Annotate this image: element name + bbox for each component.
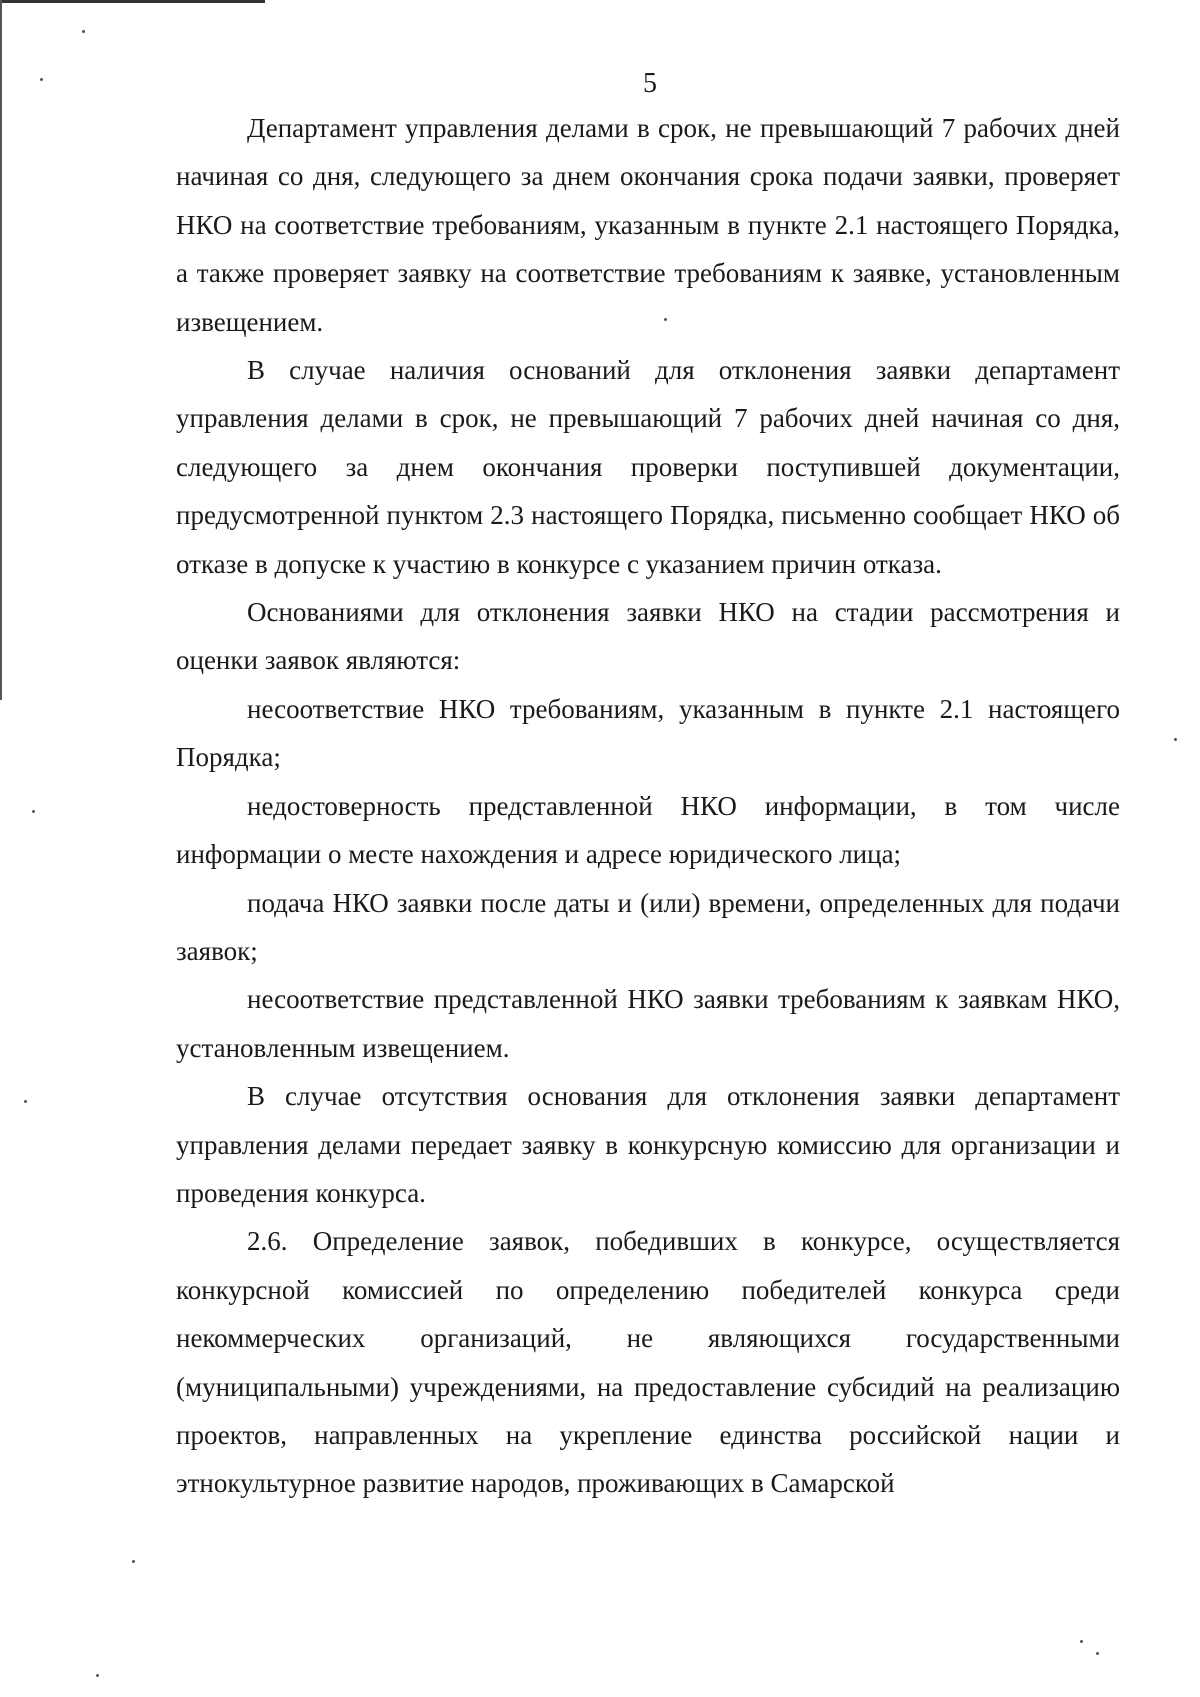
list-item-ground-4: несоответствие представленной НКО заявки требованиям к заявкам НКО, установленным извещением. [176,984,1120,1063]
scan-left-edge [0,0,2,700]
paragraph-rejection-grounds: Основаниями для отклонения заявки НКО на стадии рассмотрения и оценки заявок являются: [176,597,1120,676]
scan-speck [40,78,43,81]
page-number: 5 [643,68,657,99]
scan-speck [1174,738,1177,741]
paragraph-review-deadline: Департамент управления делами в срок, не превышающий 7 рабочих дней начиная со дня, следующего за днем окончания срока подачи заявки, проверяет НКО на соответствие требованиям, указанным в пункте 2.1 настоящего Порядка, а также проверяет заявку на соответствие требованиям к заявке, установленным извещением. [176,113,1120,337]
scan-top-rule [0,0,265,3]
paragraph-2-6: 2.6. Определение заявок, победивших в конкурсе, осуществляется конкурсной комиссией по определению победителей конкурса среди некоммерческих организаций, не являющихся государственными (муниципальными) учреждениями, на предоставление субсидий на реализацию проектов, направленных на укрепление единства российской нации и этнокультурное развитие народов, проживающих в Самарской [176,1226,1120,1499]
scan-speck [1080,1640,1083,1643]
scan-speck [132,1560,135,1563]
scan-speck [664,318,667,321]
scan-speck [32,810,35,813]
paragraph-rejection-notice: В случае наличия оснований для отклонения заявки департамент управления делами в срок, не превышающий 7 рабочих дней начиная со дня, следующего за днем окончания проверки поступившей документации, предусмотренной пунктом 2.3 настоящего Порядка, письменно сообщает НКО об отказе в допуске к участию в конкурсе с указанием причин отказа. [176,355,1120,579]
scan-speck [96,1674,99,1677]
list-item-ground-3: подача НКО заявки после даты и (или) времени, определенных для подачи заявок; [176,887,1120,966]
list-item-ground-2: недостоверность представленной НКО информации, в том числе информации о месте нахождения и адресе юридического лица; [176,790,1120,870]
document-body [176,104,1120,1508]
list-item-ground-1: несоответствие НКО требованиям, указанным в пункте 2.1 настоящего Порядка; [176,693,1120,773]
scan-speck [1096,1652,1099,1655]
scan-speck [82,30,85,33]
scan-speck [24,1100,27,1103]
paragraph-transfer-to-commission: В случае отсутствия основания для отклонения заявки департамент управления делами передает заявку в конкурсную комиссию для организации и проведения конкурса. [176,1081,1120,1208]
